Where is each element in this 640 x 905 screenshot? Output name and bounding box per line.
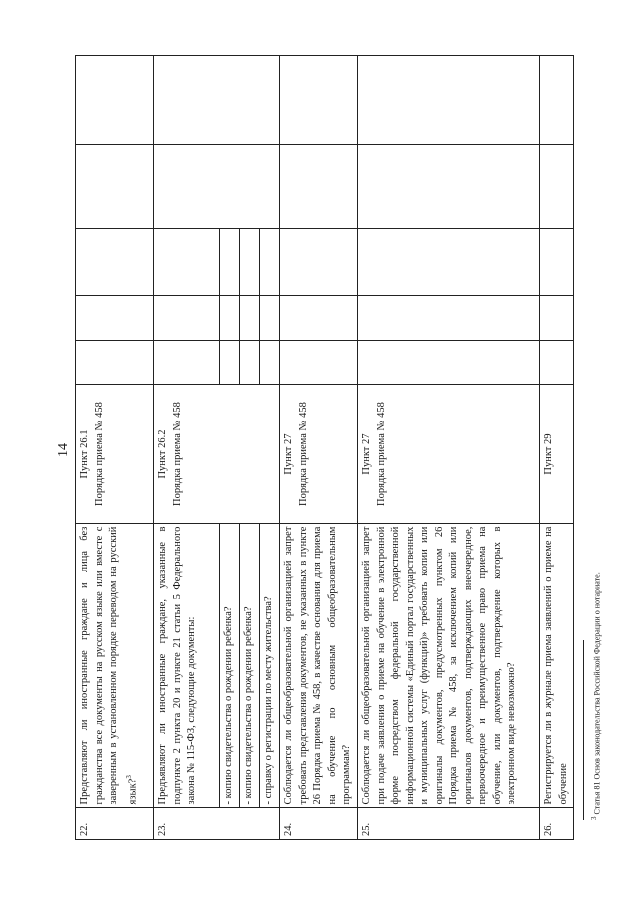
not-applicable-cell[interactable] xyxy=(220,228,240,295)
page-number: 14 xyxy=(56,443,71,457)
row-number: 22. xyxy=(76,808,154,840)
answer-yes-cell[interactable] xyxy=(76,340,154,385)
reference-line1: Пункт 27 xyxy=(283,433,294,475)
row-number: 26. xyxy=(540,808,574,840)
answer-no-cell[interactable] xyxy=(260,296,280,341)
answer-no-cell[interactable] xyxy=(220,296,240,341)
answer-yes-cell[interactable] xyxy=(260,340,280,385)
footnote xyxy=(590,572,602,820)
reference-line1: Пункт 26.2 xyxy=(157,429,168,479)
not-applicable-cell[interactable] xyxy=(280,228,358,295)
table-row xyxy=(154,56,220,840)
question-cell xyxy=(76,523,154,808)
table-row xyxy=(280,56,358,840)
extra-cell[interactable] xyxy=(154,56,280,145)
answer-no-cell[interactable] xyxy=(280,296,358,341)
footnote-mark: 3 xyxy=(124,775,133,779)
table-row xyxy=(358,56,540,840)
answer-yes-cell[interactable] xyxy=(540,340,574,385)
note-cell[interactable] xyxy=(76,145,154,229)
question-cell: Регистрируется ли в журнале приема заявлений о приеме на обучение xyxy=(540,523,574,808)
note-cell[interactable] xyxy=(280,145,358,229)
answer-no-cell[interactable] xyxy=(240,296,260,341)
table-row xyxy=(76,56,154,840)
checklist-table xyxy=(75,55,574,840)
not-applicable-cell[interactable] xyxy=(260,228,280,295)
extra-cell[interactable] xyxy=(76,56,154,145)
not-applicable-cell[interactable] xyxy=(154,228,220,295)
footnote-mark: 3 xyxy=(590,816,598,820)
not-applicable-cell[interactable] xyxy=(358,228,540,295)
reference-line2: Порядка приема № 458 xyxy=(93,402,105,506)
row-number: 25. xyxy=(358,808,540,840)
reference-line1: Пункт 26.1 xyxy=(79,429,90,479)
subquestion-cell: - справку о регистрации по месту жительства? xyxy=(260,523,280,808)
reference-cell xyxy=(154,385,280,523)
reference-line1: Пункт 29 xyxy=(543,433,554,475)
not-applicable-cell[interactable] xyxy=(76,228,154,295)
extra-cell[interactable] xyxy=(280,56,358,145)
answer-no-cell[interactable] xyxy=(358,296,540,341)
reference-cell xyxy=(358,385,540,523)
reference-cell xyxy=(540,385,574,523)
question-text: Представляют ли иностранные граждане и лица без гражданства все документы на русском языке или вместе с заверенным в установленном порядке переводом на русский язык? xyxy=(79,526,138,805)
reference-line2: Порядка приема № 458 xyxy=(171,402,183,506)
answer-yes-cell[interactable] xyxy=(154,340,220,385)
reference-line2: Порядка приема № 458 xyxy=(297,402,309,506)
row-number: 24. xyxy=(280,808,358,840)
note-cell[interactable] xyxy=(358,145,540,229)
row-number: 23. xyxy=(154,808,280,840)
reference-cell xyxy=(280,385,358,523)
answer-yes-cell[interactable] xyxy=(280,340,358,385)
question-cell: Соблюдается ли общеобразовательной организацией запрет требовать представления документов, не указанных в пункте 26 Порядка приема № 458, в качестве основания для приема на обучение по основным общеобразовательным программам? xyxy=(280,523,358,808)
answer-no-cell[interactable] xyxy=(154,296,220,341)
answer-no-cell[interactable] xyxy=(76,296,154,341)
question-cell: Предъявляют ли иностранные граждане, указанные в подпункте 2 пункта 20 и пункте 21 статьи 5 Федерального закона № 115-ФЗ, следующие документы: xyxy=(154,523,220,808)
extra-cell[interactable] xyxy=(540,56,574,145)
answer-yes-cell[interactable] xyxy=(240,340,260,385)
not-applicable-cell[interactable] xyxy=(240,228,260,295)
answer-yes-cell[interactable] xyxy=(358,340,540,385)
note-cell[interactable] xyxy=(540,145,574,229)
reference-line1: Пункт 27 xyxy=(361,433,372,475)
footnote-text: Статья 81 Основ законодательства Российской Федерации о нотариате. xyxy=(592,572,602,815)
question-cell: Соблюдается ли общеобразовательной организацией запрет при подаче заявления о приеме на обучение в электронной форме посредством федеральной государственной информационной системы «Единый портал государственных и муниципальных услуг (функций)» требовать копии или оригиналы документов, предусмотренных пунктом 26 Порядка приема № 458, за исключением копий или оригиналов документов, подтверждающих внеочередное, первоочередное и преимущественное право приема на обучение, или документов, подтверждение которых в электронном виде невозможно? xyxy=(358,523,540,808)
footnote-separator xyxy=(583,640,584,820)
table-row xyxy=(540,56,574,840)
extra-cell[interactable] xyxy=(358,56,540,145)
note-cell[interactable] xyxy=(154,145,280,229)
subquestion-cell: - копию свидетельства о рождении ребенка? xyxy=(240,523,260,808)
not-applicable-cell[interactable] xyxy=(540,228,574,295)
reference-cell xyxy=(76,385,154,523)
answer-no-cell[interactable] xyxy=(540,296,574,341)
answer-yes-cell[interactable] xyxy=(220,340,240,385)
reference-line2: Порядка приема № 458 xyxy=(375,402,387,506)
subquestion-cell: - копию свидетельства о рождении ребенка? xyxy=(220,523,240,808)
